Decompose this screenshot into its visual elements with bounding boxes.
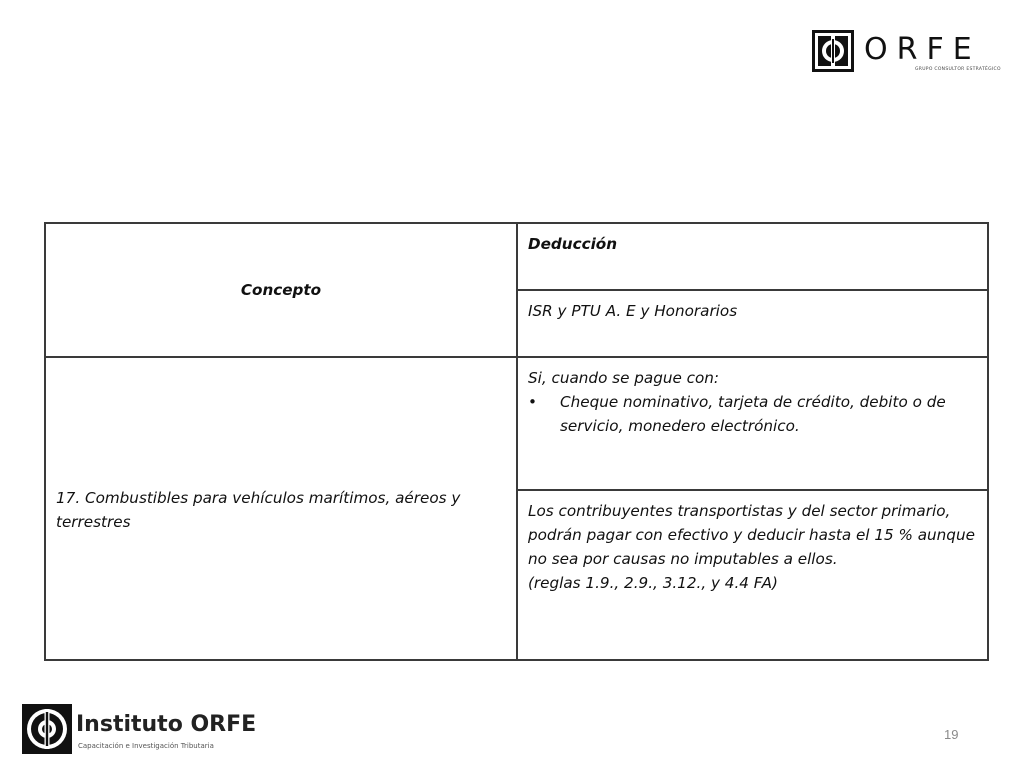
concept-text: 17. Combustibles para vehículos marítimos, aéreos y terrestres — [56, 488, 461, 531]
deduction-header-cell — [517, 223, 988, 290]
deduction-condition-cell — [517, 357, 988, 490]
phi-emblem-icon — [812, 30, 854, 72]
deduction-condition — [518, 358, 987, 444]
note-text: Los contribuyentes transportistas y del sector primario, podrán pagar con efectivo y deducir hasta el 15 % aunque no sea por causas no imputables a ellos. — [528, 502, 975, 568]
deduction-subheader: ISR y PTU A. E y Honorarios — [528, 302, 738, 320]
instituto-name: Instituto ORFE — [76, 712, 257, 737]
note-block — [518, 491, 987, 601]
instituto-subtitle: Capacitación e Investigación Tributaria — [78, 742, 214, 750]
concept-header-cell — [45, 223, 517, 357]
concept-cell — [45, 357, 517, 660]
list-item: • Cheque nominativo, tarjeta de crédito, debito o de servicio, monedero electrónico. — [528, 390, 977, 438]
concept-header: Concepto — [240, 281, 322, 299]
rules-text: (reglas 1.9., 2.9., 3.12., y 4.4 FA) — [528, 574, 778, 592]
subheader-cell — [517, 290, 988, 357]
orfe-tagline: GRUPO CONSULTOR ESTRATÉGICO — [915, 67, 1001, 72]
deduction-table — [44, 222, 989, 661]
orfe-logo — [812, 30, 1001, 74]
phi-emblem-icon — [22, 704, 72, 754]
deduction-intro: Si, cuando se pague con: — [528, 369, 720, 387]
deduction-header: Deducción — [528, 235, 618, 253]
payment-methods-list — [528, 390, 977, 438]
page-number: 19 — [944, 727, 959, 742]
orfe-wordmark: ORFE — [864, 32, 981, 67]
note-cell — [517, 490, 988, 660]
instituto-orfe-logo — [22, 704, 272, 756]
